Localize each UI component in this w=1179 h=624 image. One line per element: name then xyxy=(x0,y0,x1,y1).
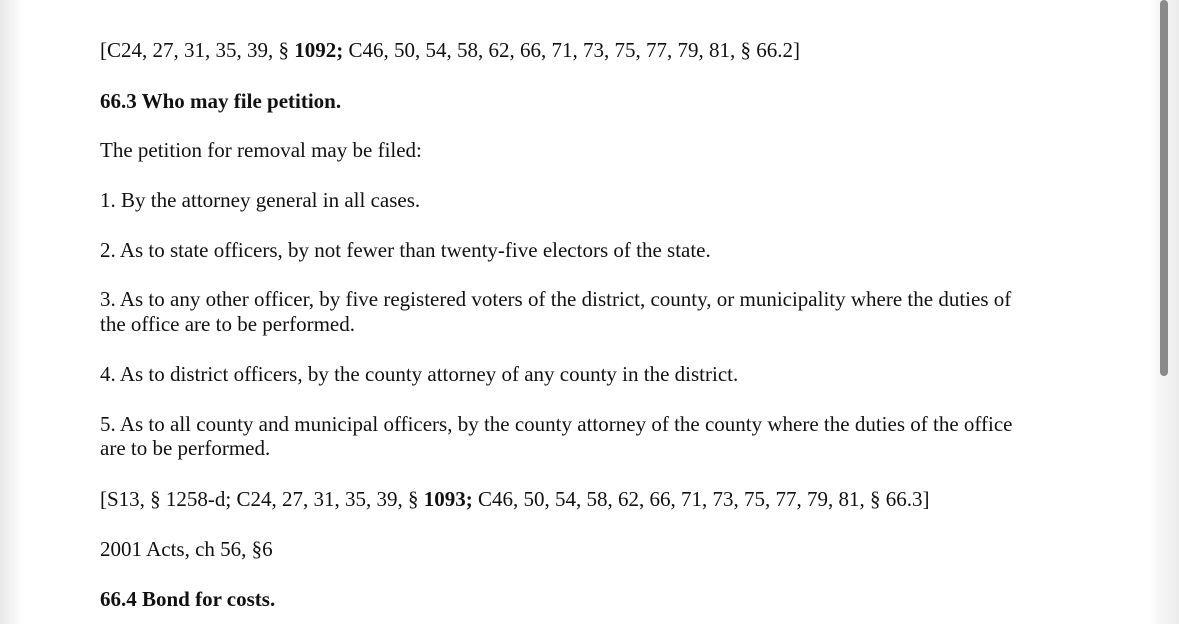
citation-prefix: [C24, 27, 31, 35, 39, § xyxy=(100,38,295,62)
citation-66-3 xyxy=(100,487,930,511)
list-item-5-line-2: are to be performed. xyxy=(100,436,271,460)
citation-suffix: C46, 50, 54, 58, 62, 66, 71, 73, 75, 77, 79, 81, § 66.2] xyxy=(343,38,800,62)
list-item-1: 1. By the attorney general in all cases. xyxy=(100,188,421,212)
citation-suffix: C46, 50, 54, 58, 62, 66, 71, 73, 75, 77, 79, 81, § 66.3] xyxy=(472,487,930,511)
section-heading-66-3: 66.3 Who may file petition. xyxy=(100,89,342,113)
citation-prefix: [S13, § 1258-d; C24, 27, 31, 35, 39, § xyxy=(100,487,424,511)
list-item-2: 2. As to state officers, by not fewer than twenty-five electors of the state. xyxy=(100,238,711,262)
section-intro: The petition for removal may be filed: xyxy=(100,138,422,162)
list-item-5-line-1: 5. As to all county and municipal officers, by the county attorney of the county where the duties of the office xyxy=(100,412,1013,436)
scrollbar-thumb[interactable] xyxy=(1160,0,1168,376)
list-item-3-line-1: 3. As to any other officer, by five registered voters of the district, county, or municipality where the duties of xyxy=(100,287,1012,311)
section-heading-66-4: 66.4 Bond for costs. xyxy=(100,587,276,611)
citation-66-2 xyxy=(100,38,800,62)
list-item-3-line-2: the office are to be performed. xyxy=(100,312,355,336)
citation-bold-ref: 1093; xyxy=(423,487,473,511)
acts-reference: 2001 Acts, ch 56, §6 xyxy=(100,537,273,561)
page-left-edge xyxy=(0,0,22,624)
citation-bold-ref: 1092; xyxy=(294,38,344,62)
list-item-4: 4. As to district officers, by the county attorney of any county in the district. xyxy=(100,362,739,386)
